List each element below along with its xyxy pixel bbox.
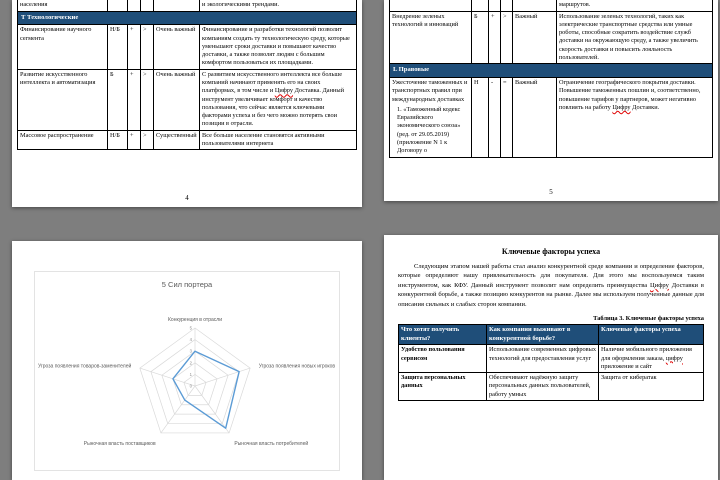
- table-row: [390, 11, 713, 64]
- cell-key-factor: [599, 345, 704, 373]
- cell-factor: Внедрение зеленых технологий и инноваций: [390, 11, 472, 64]
- section-header-technological: Т Технологические: [18, 11, 357, 25]
- cell-importance: Очень важный: [154, 25, 200, 69]
- cell-empty: [390, 0, 472, 11]
- page-number: 4: [185, 194, 189, 202]
- table-row: [18, 25, 357, 69]
- text-fragment: С развитием искусственного интеллекта все больше компаний начинают применять его на своих платформах, в том числе и: [202, 70, 343, 95]
- cell-description-fragment: маршрутов.: [557, 0, 713, 11]
- misspelled-word: Цифру: [612, 103, 631, 111]
- list-item: 1. «Таможенный кодекс Евразийского экономического союза» (ред. от 29.05.2019) (приложение N 1 к Договору о: [397, 105, 461, 155]
- cell-empty: [513, 0, 557, 11]
- cell-trend: >: [141, 25, 154, 69]
- svg-text:Рыночная власть поставщиков: Рыночная власть поставщиков: [83, 441, 156, 448]
- table-row: [390, 77, 713, 157]
- cell-direction: +: [128, 130, 141, 150]
- cell-direction: +: [128, 25, 141, 69]
- radar-plot-area: [35, 291, 355, 471]
- cell-influence: Н/Б: [108, 130, 128, 150]
- svg-text:Угроза появления новых игроков: Угроза появления новых игроков: [258, 363, 336, 370]
- cell-direction: -: [489, 77, 501, 157]
- page-key-success-factors[interactable]: [384, 235, 718, 480]
- text-fragment: Доставки в конкурентной борьбе, а также позицию конкурентов на рынке. Далее мы используем полученные данные для описания сильных и слабых сторон компании.: [398, 281, 704, 308]
- cell-description: [200, 69, 357, 130]
- text-fragment: Следующим этапом нашей работы стал анализ конкурентной среде компании и определение факторов, которые определяют нашу привлекательность для покупателя. Для этого мы воспользуемся таким инструментом, как КФУ. Данный инструмент позволит нам определить преимущества: [398, 263, 704, 289]
- column-header: Как компании выживают в конкурентной борьбе?: [487, 325, 599, 345]
- table-row: [18, 130, 357, 150]
- porter-radar-chart[interactable]: [34, 271, 340, 471]
- cell-factor: [390, 77, 472, 157]
- cell-description: Использование зеленых технологий, таких как электрические транспортные средства или умные роботы, способные сократить воздействие служб доставки на окружающую среду, а также увеличить скорость доставки и повысить лояльность пользователей.: [557, 11, 713, 64]
- column-header: Ключевые факторы успеха: [599, 325, 704, 345]
- cell-description-fragment: и экологическими трендами.: [200, 0, 357, 11]
- cell-trend: =: [501, 77, 513, 157]
- text-fragment: Доставки.: [630, 103, 660, 111]
- cell-direction: +: [128, 69, 141, 130]
- pest-table-technological: [17, 0, 357, 150]
- cell-influence: Б: [472, 11, 489, 64]
- cell-influence: Б: [108, 69, 128, 130]
- svg-text:5: 5: [189, 325, 192, 331]
- cell-importance: Важный: [513, 77, 557, 157]
- misspelled-word: Цифру: [650, 281, 669, 289]
- misspelled-word: цифру: [665, 354, 683, 362]
- text-fragment: Ужесточение таможенных и транспортных правил при международных доставках: [392, 78, 468, 103]
- svg-text:Конкуренция в отрасли: Конкуренция в отрасли: [168, 317, 222, 323]
- cell-importance: Очень важный: [154, 69, 200, 130]
- table-row: [399, 373, 704, 401]
- cell-trend: >: [141, 69, 154, 130]
- cell-empty: [154, 0, 200, 11]
- kfu-table: [398, 324, 704, 401]
- cell-client-need: Удобство пользования сервисом: [399, 345, 487, 373]
- text-fragment: Доставка. Данный инструмент увеличивает комфорт и качество пользования, что сейчас является ключевыми факторами успеха и без чего можно потерять свои позиции в отрасли.: [202, 87, 344, 128]
- page-number: 5: [549, 188, 553, 196]
- svg-text:0: 0: [189, 383, 192, 389]
- cell-empty: [501, 0, 513, 11]
- svg-text:3: 3: [189, 348, 192, 354]
- table-row: [18, 69, 357, 130]
- svg-text:1: 1: [189, 371, 192, 377]
- table-header-row: [399, 325, 704, 345]
- cell-how-compete: Обеспечивают надёжную защиту персональных данных пользователей, работу умных: [487, 373, 599, 401]
- chart-title: 5 Сил портера: [161, 280, 213, 289]
- cell-description: Финансирование и разработки технологий позволит компаниям создать ту технологическую среду, которые уменьшают сроки доставки и повышают качество доставки, а также позволят людям с большим комфортом пользоваться их площадками.: [200, 25, 357, 69]
- svg-text:2: 2: [189, 360, 192, 366]
- page-radar-chart[interactable]: [12, 241, 362, 480]
- cell-empty: [128, 0, 141, 11]
- text-fragment: Наличие мобильного приложения для оформления заказа,: [601, 346, 692, 362]
- cell-influence: Н/Б: [108, 25, 128, 69]
- cell-influence: Н: [472, 77, 489, 157]
- cell-description: [557, 77, 713, 157]
- cell-description: Все больше население становятся активными пользователями интернета: [200, 130, 357, 150]
- cell-empty: [108, 0, 128, 11]
- svg-text:Угроза появления товаров-замен: Угроза появления товаров-заменителей: [37, 363, 132, 370]
- text-fragment: приложение и сайт: [601, 362, 652, 370]
- cell-factor: Финансирование научного сегмента: [18, 25, 108, 69]
- cell-factor-fragment: населения: [18, 0, 108, 11]
- misspelled-word: Цифру: [274, 87, 294, 95]
- cell-direction: +: [489, 11, 501, 64]
- cell-empty: [489, 0, 501, 11]
- pest-table-legal: [389, 0, 713, 158]
- column-header: Что хотят получить клиенты?: [399, 325, 487, 345]
- cell-factor: Массовое распространение: [18, 130, 108, 150]
- body-paragraph: [398, 262, 704, 309]
- svg-text:Рыночная власть потребителей: Рыночная власть потребителей: [234, 441, 309, 448]
- text-fragment: Ограничение географического покрытия доставки. Повышение таможенных пошлин и, соответственно, повышение тарифов у партнеров, может негативно повлиять на работу: [559, 78, 701, 111]
- cell-client-need: Защита персональных данных: [399, 373, 487, 401]
- cell-key-factor: Защита от кибератак: [599, 373, 704, 401]
- cell-importance: Важный: [513, 11, 557, 64]
- page-4[interactable]: [12, 0, 362, 207]
- table-caption: Таблица 3. Ключевые факторы успеха: [593, 315, 704, 323]
- cell-factor: Развитие искусственного интеллекта и автоматизация: [18, 69, 108, 130]
- section-heading: Ключевые факторы успеха: [501, 247, 601, 256]
- section-header-legal: L Правовые: [390, 64, 713, 78]
- svg-text:4: 4: [189, 337, 192, 343]
- page-5[interactable]: [384, 0, 718, 201]
- table-row: [399, 345, 704, 373]
- cell-empty: [472, 0, 489, 11]
- cell-trend: >: [141, 130, 154, 150]
- cell-importance: Существенный: [154, 130, 200, 150]
- cell-empty: [141, 0, 154, 11]
- cell-trend: >: [501, 11, 513, 64]
- cell-how-compete: Использование современных цифровых технологий для предоставления услуг: [487, 345, 599, 373]
